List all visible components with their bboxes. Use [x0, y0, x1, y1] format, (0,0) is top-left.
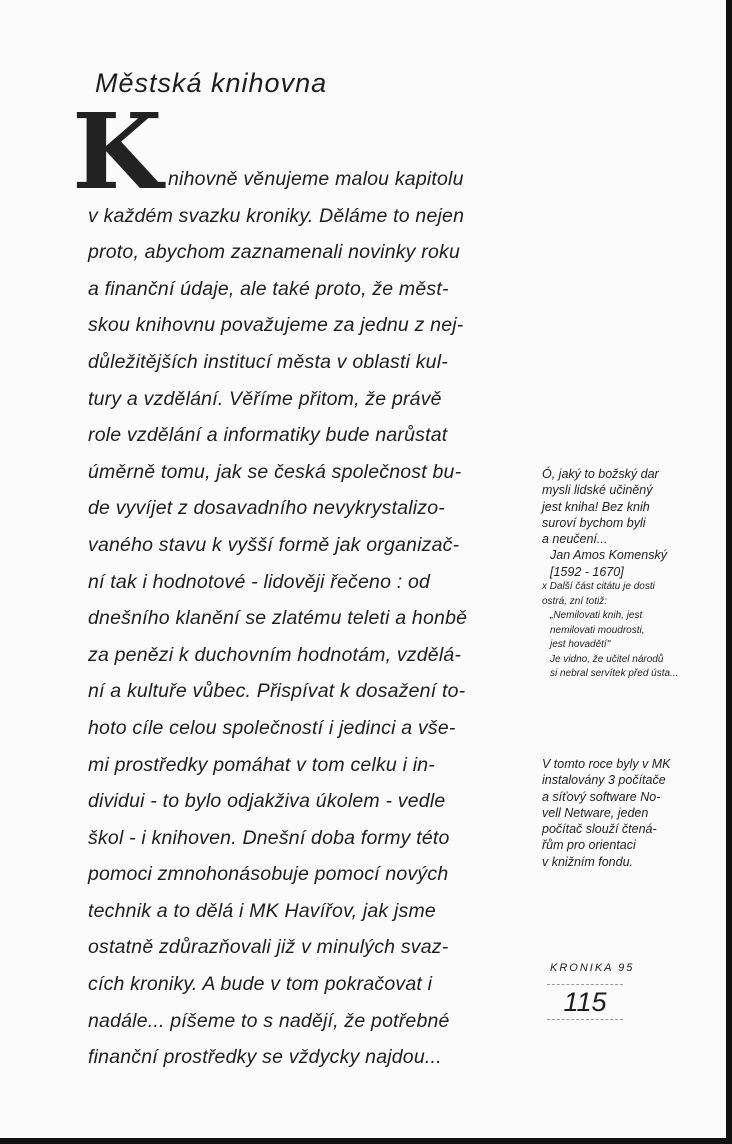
page-title: Městská knihovna [95, 68, 328, 98]
side-note-computers [542, 756, 671, 870]
text-line: nihovně věnujeme malou kapitolu [168, 168, 464, 190]
text-line: dnešního klanění se zlatému teleti a honbě [88, 607, 468, 630]
text-line: vell Netware, jeden [542, 805, 649, 820]
quote-author: Jan Amos Komenský [550, 548, 667, 563]
text-line: nemilovati moudrosti, [550, 624, 645, 636]
text-line: v každém svazku kroniky. Děláme to nejen [88, 204, 465, 227]
text-line: škol - i knihoven. Dnešní doba formy této [88, 826, 450, 849]
text-line: ní tak i hodnotové - lidověji řečeno : od [88, 570, 431, 593]
text-line: dividui - to bylo odjakživa úkolem - vedle [88, 790, 446, 813]
text-line: a finanční údaje, ale také proto, že měst- [88, 277, 449, 300]
text-line: nadále... píšeme to s nadějí, že potřebné [88, 1009, 450, 1032]
text-line: důležitějších institucí města v oblasti kul- [88, 350, 448, 373]
text-line: V tomto roce byly v MK [542, 757, 671, 771]
drop-cap: K [72, 90, 163, 213]
text-line: počítač slouží čtená- [542, 822, 657, 837]
text-line: úměrně tomu, jak se česká společnost bu- [88, 460, 462, 483]
text-line: si nebral servítek před ústa... [550, 668, 679, 680]
text-line: Je vidno, že učitel národů [550, 653, 664, 665]
text-line: role vzdělání a informatiky bude narůstat [88, 424, 448, 447]
text-line: hoto cíle celou společností i jedinci a vše- [88, 716, 456, 739]
side-note-quote [542, 466, 678, 682]
scan-edge-bottom [0, 1138, 732, 1144]
text-line: pomoci zmnohonásobuje pomocí nových [88, 863, 449, 886]
text-line: proto, abychom zaznamenali novinky roku [88, 241, 460, 264]
text-line: instalovány 3 počítače [542, 773, 666, 788]
text-line: řům pro orientaci [542, 838, 636, 853]
text-line: jest hovadětí" [550, 639, 611, 651]
text-line: skou knihovnu považujeme za jednu z nej- [88, 314, 464, 337]
text-line: de vyvíjet z dosavadního nevykrystalizo- [88, 497, 446, 520]
text-line: v knižním fondu. [542, 854, 634, 869]
text-line: a síťový software No- [542, 789, 661, 804]
footer-label: KRONIKA 95 [550, 962, 635, 974]
text-line: suroví bychom byli [542, 515, 646, 530]
text-line: finanční prostředky se vždycky najdou... [88, 1046, 442, 1069]
text-line: mi prostředky pomáhat v tom celku i in- [88, 753, 436, 776]
page-number: 115 [547, 984, 623, 1020]
text-line: ní a kultuře vůbec. Přispívat k dosažení to- [88, 680, 466, 703]
text-line: technik a to dělá i MK Havířov, jak jsme [88, 899, 436, 922]
text-line: jest kniha! Bez knih [542, 499, 650, 514]
text-line: cích kroniky. A bude v tom pokračovat i [88, 973, 433, 996]
text-line: „Nemilovati knih, jest [550, 610, 643, 622]
text-line: Ó, jaký to božský dar [542, 467, 659, 481]
quote-years: [1592 - 1670] [550, 564, 624, 579]
text-line: ostatně zdůrazňovali již v minulých svaz- [88, 936, 449, 959]
text-line: x Další část citátu je dosti [542, 581, 655, 593]
text-line: za penězi k duchovním hodnotám, vzdělá- [88, 643, 462, 666]
text-line: mysli lidské učiněný [542, 483, 653, 498]
text-line: tury a vzdělání. Věříme přitom, že právě [88, 387, 442, 410]
text-line: vaného stavu k vyšší formě jak organizač- [88, 533, 460, 556]
scan-edge-right [726, 0, 732, 1144]
main-text [88, 164, 467, 1079]
text-line: ostrá, zní totiž: [542, 595, 608, 607]
text-line: a neučení... [542, 532, 608, 547]
